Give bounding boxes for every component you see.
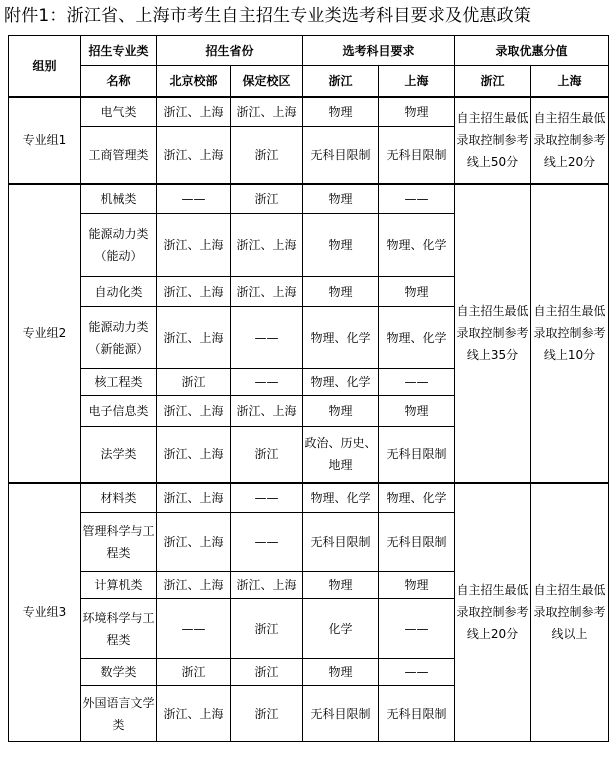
baoding-provinces: 浙江 <box>231 659 303 686</box>
shanghai-subjects: 物理 <box>379 277 455 307</box>
header-beijing: 北京校部 <box>157 66 231 97</box>
shanghai-subjects: —— <box>379 369 455 396</box>
zhejiang-subjects: 物理 <box>303 572 379 599</box>
baoding-provinces: 浙江、上海 <box>231 214 303 277</box>
beijing-provinces: 浙江、上海 <box>157 572 231 599</box>
major-name: 材料类 <box>81 483 157 513</box>
beijing-provinces: 浙江、上海 <box>157 483 231 513</box>
group-name: 专业组2 <box>9 184 81 483</box>
header-baoding: 保定校区 <box>231 66 303 97</box>
baoding-provinces: —— <box>231 307 303 369</box>
major-name: 能源动力类 （新能源） <box>81 307 157 369</box>
baoding-provinces: 浙江 <box>231 427 303 483</box>
major-name: 机械类 <box>81 184 157 214</box>
bonus-shanghai: 自主招生最低 录取控制参考 线上20分 <box>531 97 609 184</box>
bonus-zhejiang: 自主招生最低 录取控制参考 线上35分 <box>455 184 531 483</box>
baoding-provinces: 浙江 <box>231 599 303 659</box>
baoding-provinces: —— <box>231 369 303 396</box>
beijing-provinces: 浙江、上海 <box>157 277 231 307</box>
beijing-provinces: 浙江 <box>157 369 231 396</box>
major-name: 环境科学与工 程类 <box>81 599 157 659</box>
header-major-line1: 招生专业类 <box>81 36 157 66</box>
major-name: 电气类 <box>81 97 157 127</box>
shanghai-subjects: 无科目限制 <box>379 513 455 572</box>
major-name: 法学类 <box>81 427 157 483</box>
shanghai-subjects: 无科目限制 <box>379 127 455 184</box>
zhejiang-subjects: 物理 <box>303 277 379 307</box>
header-row-2 <box>9 66 609 97</box>
baoding-provinces: 浙江 <box>231 184 303 214</box>
group-name: 专业组1 <box>9 97 81 184</box>
bonus-shanghai: 自主招生最低 录取控制参考 线以上 <box>531 483 609 742</box>
shanghai-subjects: 物理 <box>379 572 455 599</box>
shanghai-subjects: 物理 <box>379 396 455 427</box>
zhejiang-subjects: 物理 <box>303 396 379 427</box>
table-row <box>9 184 609 214</box>
major-name: 管理科学与工 程类 <box>81 513 157 572</box>
bonus-shanghai: 自主招生最低 录取控制参考 线上10分 <box>531 184 609 483</box>
baoding-provinces: —— <box>231 513 303 572</box>
zhejiang-subjects: 物理、化学 <box>303 483 379 513</box>
major-name: 工商管理类 <box>81 127 157 184</box>
shanghai-subjects: 物理 <box>379 97 455 127</box>
zhejiang-subjects: 无科目限制 <box>303 127 379 184</box>
shanghai-subjects: —— <box>379 659 455 686</box>
bonus-zhejiang: 自主招生最低 录取控制参考 线上50分 <box>455 97 531 184</box>
beijing-provinces: 浙江、上海 <box>157 396 231 427</box>
beijing-provinces: 浙江、上海 <box>157 307 231 369</box>
major-name: 外国语言文学 类 <box>81 686 157 742</box>
beijing-provinces: 浙江、上海 <box>157 686 231 742</box>
header-bonus-shanghai: 上海 <box>531 66 609 97</box>
major-name: 电子信息类 <box>81 396 157 427</box>
beijing-provinces: 浙江、上海 <box>157 513 231 572</box>
table-row <box>9 97 609 127</box>
baoding-provinces: 浙江 <box>231 686 303 742</box>
shanghai-subjects: 物理、化学 <box>379 483 455 513</box>
header-subject-shanghai: 上海 <box>379 66 455 97</box>
baoding-provinces: 浙江、上海 <box>231 97 303 127</box>
header-province: 招生省份 <box>157 36 303 66</box>
baoding-provinces: 浙江、上海 <box>231 572 303 599</box>
zhejiang-subjects: 物理 <box>303 184 379 214</box>
group-name: 专业组3 <box>9 483 81 742</box>
zhejiang-subjects: 无科目限制 <box>303 513 379 572</box>
zhejiang-subjects: 物理、化学 <box>303 369 379 396</box>
zhejiang-subjects: 物理 <box>303 214 379 277</box>
header-major-line2: 名称 <box>81 66 157 97</box>
shanghai-subjects: 物理、化学 <box>379 307 455 369</box>
beijing-provinces: 浙江、上海 <box>157 427 231 483</box>
header-subject-zhejiang: 浙江 <box>303 66 379 97</box>
zhejiang-subjects: 无科目限制 <box>303 686 379 742</box>
beijing-provinces: 浙江、上海 <box>157 97 231 127</box>
baoding-provinces: 浙江、上海 <box>231 396 303 427</box>
beijing-provinces: 浙江 <box>157 659 231 686</box>
zhejiang-subjects: 政治、历史、 地理 <box>303 427 379 483</box>
baoding-provinces: 浙江、上海 <box>231 277 303 307</box>
header-group: 组别 <box>9 36 81 97</box>
zhejiang-subjects: 物理 <box>303 659 379 686</box>
zhejiang-subjects: 化学 <box>303 599 379 659</box>
major-name: 能源动力类 （能动） <box>81 214 157 277</box>
shanghai-subjects: 无科目限制 <box>379 686 455 742</box>
document-title: 附件1：浙江省、上海市考生自主招生专业类选考科目要求及优惠政策 <box>4 6 532 26</box>
major-name: 计算机类 <box>81 572 157 599</box>
header-subject-requirement: 选考科目要求 <box>303 36 455 66</box>
major-name: 核工程类 <box>81 369 157 396</box>
major-name: 数学类 <box>81 659 157 686</box>
zhejiang-subjects: 物理 <box>303 97 379 127</box>
bonus-zhejiang: 自主招生最低 录取控制参考 线上20分 <box>455 483 531 742</box>
shanghai-subjects: 物理、化学 <box>379 214 455 277</box>
beijing-provinces: —— <box>157 184 231 214</box>
beijing-provinces: 浙江、上海 <box>157 127 231 184</box>
beijing-provinces: —— <box>157 599 231 659</box>
table-body <box>9 36 609 742</box>
header-bonus-zhejiang: 浙江 <box>455 66 531 97</box>
admission-table <box>8 35 609 742</box>
beijing-provinces: 浙江、上海 <box>157 214 231 277</box>
header-bonus: 录取优惠分值 <box>455 36 609 66</box>
baoding-provinces: 浙江 <box>231 127 303 184</box>
shanghai-subjects: 无科目限制 <box>379 427 455 483</box>
major-name: 自动化类 <box>81 277 157 307</box>
header-row-1 <box>9 36 609 66</box>
shanghai-subjects: —— <box>379 599 455 659</box>
shanghai-subjects: —— <box>379 184 455 214</box>
baoding-provinces: —— <box>231 483 303 513</box>
table-row <box>9 483 609 513</box>
zhejiang-subjects: 物理、化学 <box>303 307 379 369</box>
